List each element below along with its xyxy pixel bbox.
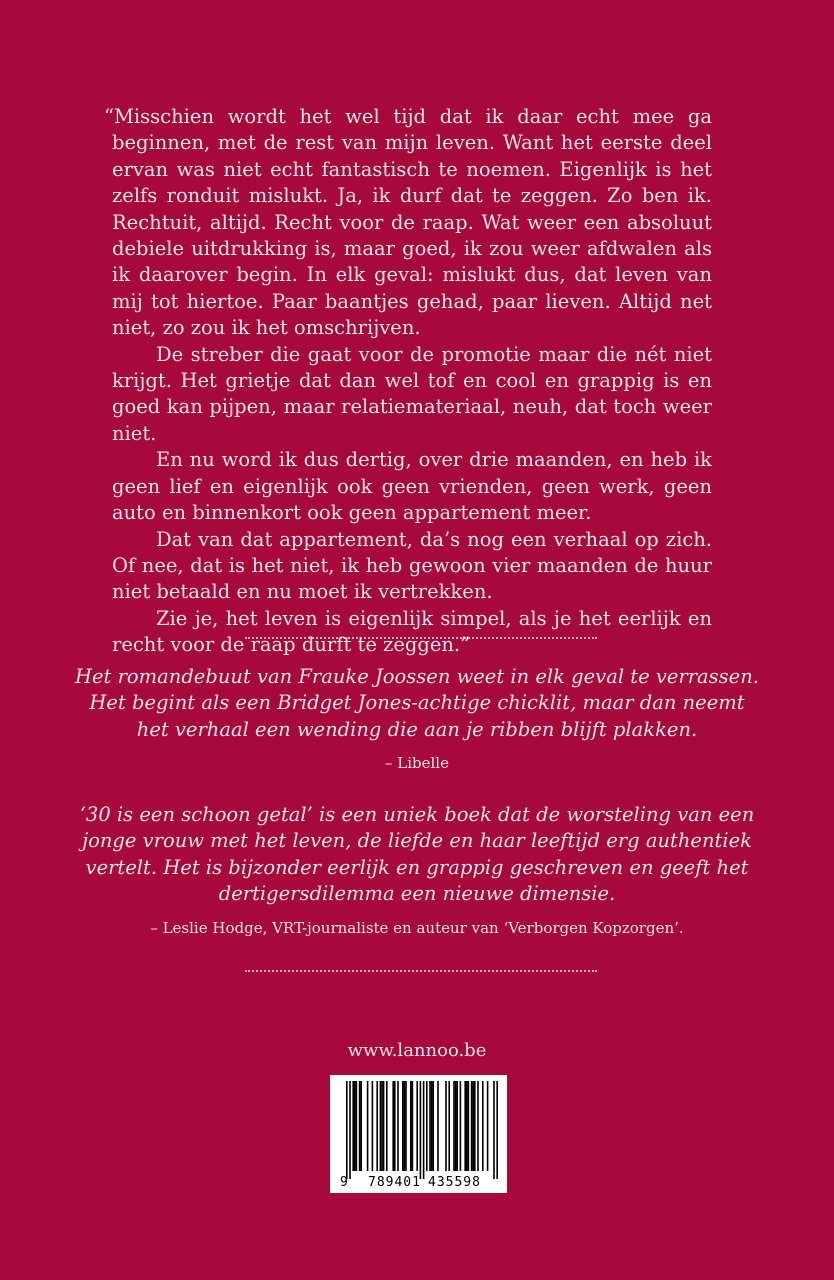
barcode-lead-digit: 9 bbox=[340, 1175, 348, 1190]
barcode-bar bbox=[372, 1081, 374, 1171]
barcode-bar bbox=[416, 1081, 418, 1171]
barcode-bar bbox=[453, 1081, 455, 1171]
barcode-bar bbox=[354, 1081, 356, 1171]
barcode-bar bbox=[477, 1081, 479, 1171]
barcode-bar bbox=[468, 1081, 470, 1171]
barcode-bar bbox=[493, 1081, 495, 1179]
barcode-bar bbox=[464, 1081, 466, 1171]
excerpt-paragraph: Dat van dat appartement, da’s nog een verhaal op zich. Of nee, dat is het niet, ik heb gewoon vier maanden de huur niet betaald en nu moet ik vertrekken. bbox=[112, 527, 712, 604]
excerpt-paragraph: En nu word ik dus dertig, over drie maanden, en heb ik geen lief en eigenlijk ook geen vrienden, geen werk, geen auto en binnenkort ook geen appartement meer. bbox=[112, 448, 712, 525]
barcode-bar bbox=[431, 1081, 433, 1171]
review-leslie-hodge bbox=[60, 802, 774, 938]
barcode-bar bbox=[412, 1081, 414, 1171]
barcode-bar bbox=[472, 1081, 474, 1171]
barcode-bar bbox=[386, 1081, 388, 1171]
barcode-bar bbox=[360, 1081, 362, 1171]
barcode-bar bbox=[471, 1081, 473, 1171]
barcode-bar bbox=[367, 1081, 369, 1171]
barcode-bar bbox=[405, 1081, 407, 1171]
review-source: – Libelle bbox=[385, 754, 449, 773]
barcode-bar bbox=[380, 1081, 382, 1171]
review-quote: Het romandebuut van Frauke Joossen weet in elk geval te verrassen. Het begint als een Bridget Jones-achtige chicklit, maar dan neemt het verhaal een wending die aan je ribben blijft plakken. bbox=[75, 665, 759, 741]
barcode-bar bbox=[423, 1081, 425, 1179]
barcode-graphic bbox=[330, 1075, 507, 1193]
barcode-bar bbox=[397, 1081, 399, 1171]
barcode-bar bbox=[410, 1081, 412, 1171]
dotted-divider bbox=[245, 637, 597, 639]
excerpt-paragraph: Zie je, het leven is eigenlijk simpel, als je het eerlijk en recht voor de raap durft te zeggen.” bbox=[112, 606, 712, 657]
barcode-bar bbox=[376, 1081, 378, 1171]
dotted-divider bbox=[245, 970, 597, 972]
barcode-bar bbox=[455, 1081, 457, 1171]
barcode-bar bbox=[356, 1081, 358, 1171]
barcode-bars bbox=[346, 1081, 498, 1179]
barcode-bar bbox=[456, 1081, 458, 1171]
barcode-bar bbox=[460, 1081, 462, 1171]
barcode-bar bbox=[404, 1081, 406, 1171]
barcode-bar bbox=[445, 1081, 447, 1171]
barcode-right-digits: 435598 bbox=[428, 1175, 481, 1190]
barcode-bar bbox=[429, 1081, 431, 1171]
back-cover-excerpt bbox=[104, 104, 712, 659]
barcode-bar bbox=[359, 1081, 361, 1171]
barcode-bar bbox=[346, 1081, 348, 1179]
review-quote: ‘30 is een schoon getal’ is een uniek boek dat de worsteling van een jonge vrouw met het leven, de liefde en haar leeftijd erg authentiek vertelt. Het is bijzonder eerlijk en grappig geschreven en geeft het dertigersdilemma een nieuwe dimensie. bbox=[79, 803, 755, 906]
barcode-bar bbox=[487, 1081, 489, 1171]
review-libelle bbox=[60, 664, 774, 773]
barcode-bar bbox=[381, 1081, 383, 1171]
barcode-bar bbox=[482, 1081, 484, 1171]
excerpt-paragraph: De streber die gaat voor de promotie maar die nét niet krijgt. Het grietje dat dan wel tof en cool en grappig is en goed kan pijpen, maar relatiemateriaal, neuh, dat toch weer niet. bbox=[112, 342, 712, 445]
barcode-bar bbox=[394, 1081, 396, 1171]
barcode-left-digits: 789401 bbox=[368, 1175, 421, 1190]
barcode-bar bbox=[420, 1081, 422, 1179]
barcode-bar bbox=[426, 1081, 428, 1171]
publisher-website[interactable]: www.lannoo.be bbox=[347, 1040, 487, 1061]
barcode-bar bbox=[474, 1081, 476, 1171]
barcode-bar bbox=[392, 1081, 394, 1171]
isbn-barcode bbox=[330, 1075, 507, 1193]
barcode-bar bbox=[383, 1081, 385, 1171]
barcode-bar bbox=[352, 1081, 354, 1171]
barcode-bar bbox=[402, 1081, 404, 1171]
barcode-bar bbox=[496, 1081, 498, 1179]
excerpt-paragraph: “Misschien wordt het wel tijd dat ik daar echt mee ga beginnen, met de rest van mijn leven. Want het eerste deel ervan was niet echt fantastisch te noemen. Eigenlijk is het zelfs ronduit mislukt. Ja, ik durf dat te zeggen. Zo ben ik. Rechtuit, altijd. Recht voor de raap. Wat weer een absoluut debiele uitdrukking is, maar goed, ik zou weer afdwalen als ik daarover begin. In elk geval: mislukt dus, dat leven van mij tot hiertoe. Paar baantjes gehad, paar lieven. Altijd net niet, zo zou ik het omschrijven. bbox=[104, 105, 712, 340]
barcode-bar bbox=[466, 1081, 468, 1171]
barcode-bar bbox=[349, 1081, 351, 1179]
barcode-bar bbox=[448, 1081, 450, 1171]
review-source: – Leslie Hodge, VRT-journaliste en auteur van ‘Verborgen Kopzorgen’. bbox=[150, 918, 684, 937]
barcode-bar bbox=[432, 1081, 434, 1171]
barcode-bar bbox=[437, 1081, 439, 1171]
